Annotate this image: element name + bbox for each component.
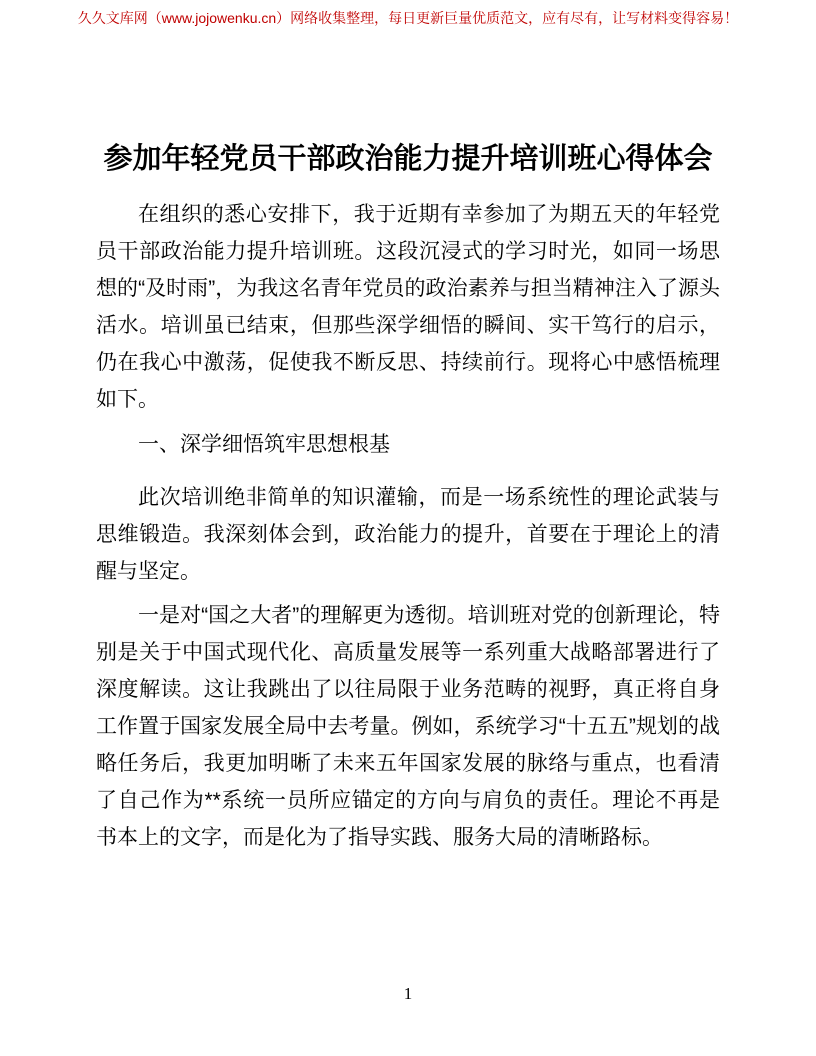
document-title: 参加年轻党员干部政治能力提升培训班心得体会 — [103, 143, 713, 175]
paragraph-section1-overview: 此次培训绝非简单的知识灌输，而是一场系统性的理论武装与思维锻造。我深刻体会到，政治能力的提升，首要在于理论上的清醒与坚定。 — [96, 486, 720, 583]
document-body — [96, 0, 720, 863]
page-number: 1 — [403, 984, 413, 1003]
paragraph-section1-point1: 一是对“国之大者”的理解更为透彻。培训班对党的创新理论，特别是关于中国式现代化、高质量发展等一系列重大战略部署进行了深度解读。这让我跳出了以往局限于业务范畴的视野，真正将自身工作置于国家发展全局中去考量。例如，系统学习“十五五”规划的战略任务后，我更加明晰了未来五年国家发展的脉络与重点，也看清了自己作为**系统一员所应锚定的方向与肩负的责任。理论不再是书本上的文字，而是化为了指导实践、服务大局的清晰路标。 — [96, 604, 720, 849]
section-heading-1: 一、深学细悟筑牢思想根基 — [138, 433, 390, 456]
paragraph-intro: 在组织的悉心安排下，我于近期有幸参加了为期五天的年轻党员干部政治能力提升培训班。这段沉浸式的学习时光，如同一场思想的“及时雨”，为我这名青年党员的政治素养与担当精神注入了源头活水。培训虽已结束，但那些深学细悟的瞬间、实干笃行的启示，仍在我心中激荡，促使我不断反思、持续前行。现将心中感悟梳理如下。 — [96, 203, 720, 411]
site-watermark-header: 久久文库网（www.jojowenku.cn）网络收集整理，每日更新巨量优质范文，应有尽有，让写材料变得容易！ — [77, 10, 739, 26]
